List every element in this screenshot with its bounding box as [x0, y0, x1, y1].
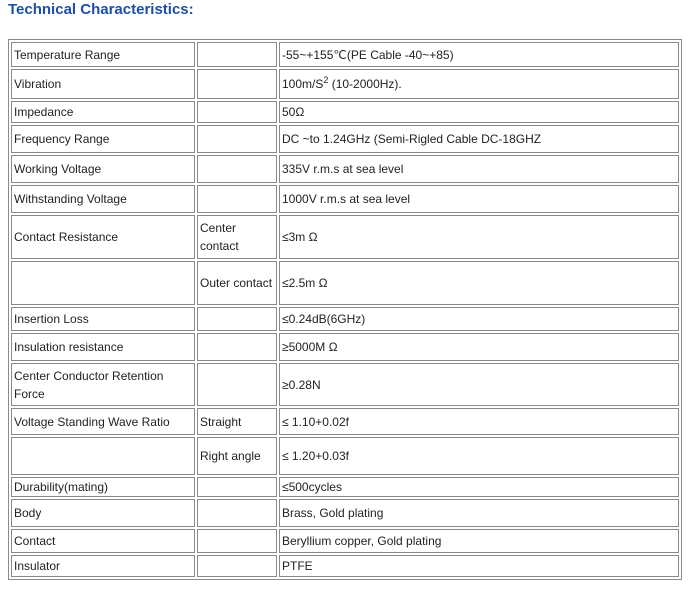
sub-cell: Center contact [197, 215, 277, 259]
param-cell: Insertion Loss [11, 307, 195, 331]
sub-cell [197, 333, 277, 361]
value-cell: 50Ω [279, 101, 679, 123]
sub-cell [197, 499, 277, 527]
spec-table [8, 39, 682, 580]
value-cell: ≤ 1.20+0.03f [279, 437, 679, 475]
value-prefix: 100m/S [282, 77, 324, 91]
table-row [11, 155, 679, 183]
value-cell: ≤ 1.10+0.02f [279, 408, 679, 435]
sub-cell: Straight [197, 408, 277, 435]
sub-cell [197, 101, 277, 123]
table-row [11, 185, 679, 213]
table-row [11, 101, 679, 123]
table-row [11, 408, 679, 435]
value-cell: ≤2.5m Ω [279, 261, 679, 305]
param-cell: Frequency Range [11, 125, 195, 153]
section-heading: Technical Characteristics: [8, 1, 194, 18]
param-cell: Working Voltage [11, 155, 195, 183]
sub-cell: Outer contact [197, 261, 277, 305]
value-cell: ≤500cycles [279, 477, 679, 497]
param-cell: Withstanding Voltage [11, 185, 195, 213]
value-cell: Beryllium copper, Gold plating [279, 529, 679, 553]
param-cell: Insulator [11, 555, 195, 577]
table-row [11, 333, 679, 361]
table-row [11, 69, 679, 99]
table-row [11, 529, 679, 553]
table-row [11, 261, 679, 305]
value-cell: ≤0.24dB(6GHz) [279, 307, 679, 331]
sub-cell [197, 125, 277, 153]
param-cell: Contact [11, 529, 195, 553]
value-cell: Brass, Gold plating [279, 499, 679, 527]
param-cell: Insulation resistance [11, 333, 195, 361]
table-row [11, 215, 679, 259]
sub-cell [197, 155, 277, 183]
param-cell: Vibration [11, 69, 195, 99]
param-cell [11, 261, 195, 305]
value-cell: PTFE [279, 555, 679, 577]
value-cell: 335V r.m.s at sea level [279, 155, 679, 183]
table-row [11, 307, 679, 331]
sub-cell [197, 42, 277, 67]
sub-cell [197, 363, 277, 406]
sub-cell: Right angle [197, 437, 277, 475]
sub-cell [197, 529, 277, 553]
value-cell: ≤3m Ω [279, 215, 679, 259]
value-superscript: 2 [323, 75, 329, 85]
table-row [11, 555, 679, 577]
value-cell: 1000V r.m.s at sea level [279, 185, 679, 213]
value-cell: DC ~to 1.24GHz (Semi-Rigled Cable DC-18GHZ [279, 125, 679, 153]
table-row [11, 477, 679, 497]
table-row [11, 363, 679, 406]
sub-cell [197, 307, 277, 331]
table-row [11, 42, 679, 67]
sub-cell [197, 185, 277, 213]
param-cell: Impedance [11, 101, 195, 123]
sub-cell [197, 555, 277, 577]
param-cell: Temperature Range [11, 42, 195, 67]
value-suffix: (10-2000Hz). [328, 77, 402, 91]
param-cell: Durability(mating) [11, 477, 195, 497]
value-cell: -55~+155℃(PE Cable -40~+85) [279, 42, 679, 67]
value-cell: ≥5000M Ω [279, 333, 679, 361]
param-cell: Voltage Standing Wave Ratio [11, 408, 195, 435]
sub-cell [197, 69, 277, 99]
sub-cell [197, 477, 277, 497]
param-cell [11, 437, 195, 475]
value-cell: ≥0.28N [279, 363, 679, 406]
param-cell: Body [11, 499, 195, 527]
param-cell: Contact Resistance [11, 215, 195, 259]
table-row [11, 125, 679, 153]
param-cell: Center Conductor Retention Force [11, 363, 195, 406]
table-row [11, 437, 679, 475]
value-cell [279, 69, 679, 99]
table-row [11, 499, 679, 527]
